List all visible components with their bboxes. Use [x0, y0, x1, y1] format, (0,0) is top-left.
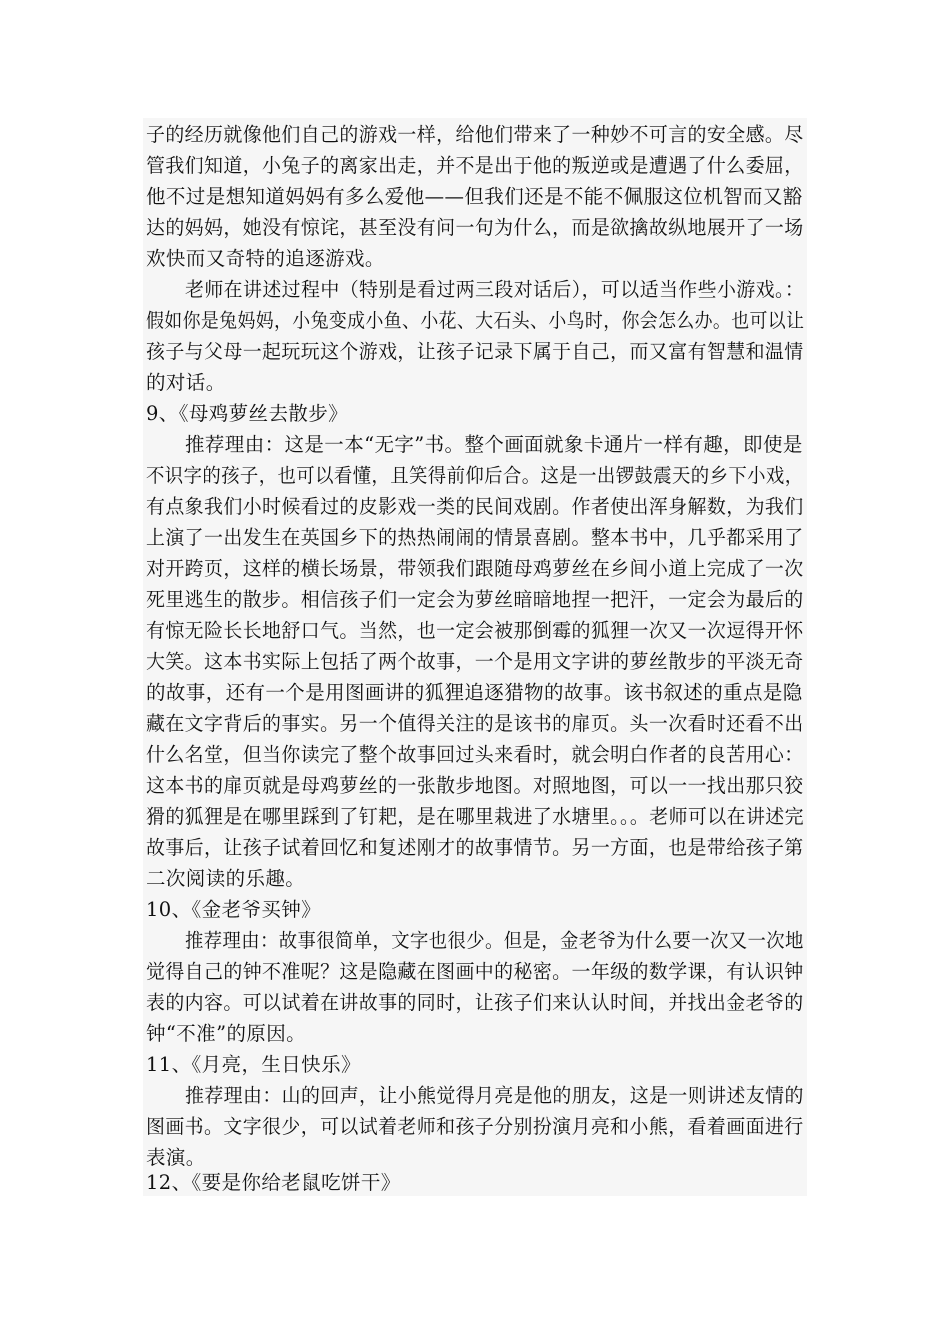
text-line: 管我们知道，小兔子的离家出走，并不是出于他的叛逆或是遭遇了什么委屈， — [146, 154, 804, 177]
text-line: 猾的狐狸是在哪里踩到了钉耙，是在哪里栽进了水塘里。。。老师可以在讲述完 — [146, 805, 804, 828]
text-line: 表演。 — [146, 1146, 206, 1169]
paragraph-start: 老师在讲述过程中（特别是看过两三段对话后），可以适当作些小游戏。： — [185, 278, 805, 301]
text-line: 达的妈妈，她没有惊诧，甚至没有问一句为什么，而是欲擒故纵地展开了一场 — [146, 216, 804, 239]
text-line: 子的经历就像他们自己的游戏一样，给他们带来了一种妙不可言的安全感。尽 — [146, 123, 804, 146]
section-heading: 12、《要是你给老鼠吃饼干》 — [146, 1171, 401, 1194]
text-line: 藏在文字背后的事实。另一个值得关注的是该书的扉页。头一次看时还看不出 — [146, 712, 804, 735]
text-line: 表的内容。可以试着在讲故事的同时，让孩子们来认认时间，并找出金老爷的 — [146, 991, 804, 1014]
text-line: 大笑。这本书实际上包括了两个故事，一个是用文字讲的萝丝散步的平淡无奇 — [146, 650, 804, 673]
section-heading: 10、《金老爷买钟》 — [146, 898, 322, 921]
text-line: 这本书的扉页就是母鸡萝丝的一张散步地图。对照地图，可以一一找出那只狡 — [146, 774, 804, 797]
text-line: 有点象我们小时候看过的皮影戏一类的民间戏剧。作者使出浑身解数，为我们 — [146, 495, 804, 518]
paragraph-start: 推荐理由：山的回声，让小熊觉得月亮是他的朋友，这是一则讲述友情的 — [185, 1084, 804, 1107]
text-line: 上演了一出发生在英国乡下的热热闹闹的情景喜剧。整本书中，几乎都采用了 — [146, 526, 804, 549]
text-line: 他不过是想知道妈妈有多么爱他——但我们还是不能不佩服这位机智而又豁 — [146, 185, 803, 208]
paragraph-start: 推荐理由：故事很简单，文字也很少。但是，金老爷为什么要一次又一次地 — [185, 929, 804, 952]
text-line: 钟“不准”的原因。 — [146, 1022, 307, 1045]
text-line: 的对话。 — [146, 371, 226, 394]
paragraph-start: 推荐理由：这是一本“无字”书。整个画面就象卡通片一样有趣，即使是 — [185, 433, 803, 456]
text-line: 图画书。文字很少，可以试着老师和孩子分别扮演月亮和小熊，看着画面进行 — [146, 1115, 804, 1138]
text-line: 觉得自己的钟不准呢？这是隐藏在图画中的秘密。一年级的数学课，有认识钟 — [146, 960, 804, 983]
section-heading: 9、《母鸡萝丝去散步》 — [146, 402, 349, 425]
text-line: 什么名堂，但当你读完了整个故事回过头来看时，就会明白作者的良苦用心： — [146, 743, 804, 766]
text-line: 欢快而又奇特的追逐游戏。 — [146, 247, 385, 270]
text-line: 假如你是兔妈妈，小兔变成小鱼、小花、大石头、小鸟时，你会怎么办。也可以让 — [146, 309, 805, 332]
text-line: 死里逃生的散步。相信孩子们一定会为萝丝暗暗地捏一把汗，一定会为最后的 — [146, 588, 804, 611]
text-line: 对开跨页，这样的横长场景，带领我们跟随母鸡萝丝在乡间小道上完成了一次 — [146, 557, 804, 580]
text-line: 有惊无险长长地舒口气。当然，也一定会被那倒霉的狐狸一次又一次逗得开怀 — [146, 619, 804, 642]
text-line: 不识字的孩子，也可以看懂，且笑得前仰后合。这是一出锣鼓震天的乡下小戏， — [146, 464, 804, 487]
document-body — [143, 118, 807, 1196]
text-line: 故事后，让孩子试着回忆和复述刚才的故事情节。另一方面，也是带给孩子第 — [146, 836, 804, 859]
section-heading: 11、《月亮，生日快乐》 — [146, 1053, 361, 1076]
text-line: 孩子与父母一起玩玩这个游戏，让孩子记录下属于自己，而又富有智慧和温情 — [146, 340, 804, 363]
text-line: 的故事，还有一个是用图画讲的狐狸追逐猎物的故事。该书叙述的重点是隐 — [146, 681, 803, 704]
text-line: 二次阅读的乐趣。 — [146, 867, 306, 890]
